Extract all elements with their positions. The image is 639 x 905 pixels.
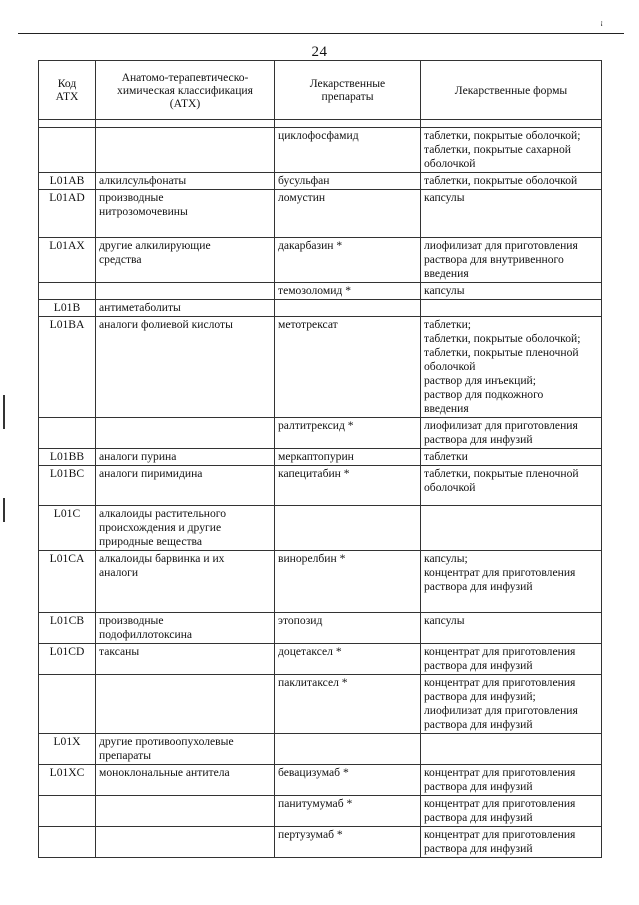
form-cell: таблетки, покрытые оболочкой; таблетки, покрытые сахарной оболочкой: [421, 128, 602, 173]
atx-code-cell: [39, 796, 96, 827]
classification-cell: [96, 120, 275, 128]
classification-cell: [96, 128, 275, 173]
atx-code-cell: [39, 675, 96, 734]
table-row: [39, 128, 602, 173]
binding-mark: [3, 498, 5, 522]
drug-cell: ралтитрексид *: [275, 418, 421, 449]
atx-code-cell: L01CD: [39, 644, 96, 675]
classification-cell: [96, 675, 275, 734]
header-code: Код АТХ: [39, 61, 96, 120]
drug-cell: [275, 120, 421, 128]
table-row: [39, 765, 602, 796]
atx-code-cell: L01AB: [39, 173, 96, 190]
drug-cell: ломустин: [275, 190, 421, 238]
drug-cell: метотрексат: [275, 317, 421, 418]
drug-cell: паклитаксел *: [275, 675, 421, 734]
header-forms: Лекарственные формы: [421, 61, 602, 120]
form-cell: концентрат для приготовления раствора для инфузий; лиофилизат для приготовления раствора для инфузий: [421, 675, 602, 734]
form-cell: лиофилизат для приготовления раствора для инфузий: [421, 418, 602, 449]
classification-cell: моноклональные антитела: [96, 765, 275, 796]
form-cell: таблетки, покрытые оболочкой: [421, 173, 602, 190]
classification-cell: другие противоопухолевые препараты: [96, 734, 275, 765]
table-header: [39, 61, 602, 120]
table-row: [39, 551, 602, 613]
form-cell: [421, 506, 602, 551]
table-row: [39, 796, 602, 827]
table-row: [39, 827, 602, 858]
atx-code-cell: L01CB: [39, 613, 96, 644]
classification-cell: алкилсульфонаты: [96, 173, 275, 190]
form-cell: капсулы: [421, 283, 602, 300]
header-row: [39, 61, 602, 120]
table-row: [39, 120, 602, 128]
classification-cell: [96, 827, 275, 858]
form-cell: капсулы; концентрат для приготовления раствора для инфузий: [421, 551, 602, 613]
page-number: 24: [311, 44, 328, 60]
table-row: [39, 506, 602, 551]
form-cell: капсулы: [421, 613, 602, 644]
table-body: [39, 120, 602, 858]
classification-cell: аналоги пиримидина: [96, 466, 275, 506]
form-cell: концентрат для приготовления раствора для инфузий: [421, 644, 602, 675]
header-classification: Анатомо-терапевтическо- химическая классификация (АТХ): [96, 61, 275, 120]
classification-cell: производные подофиллотоксина: [96, 613, 275, 644]
drug-cell: капецитабин *: [275, 466, 421, 506]
classification-cell: [96, 283, 275, 300]
drug-cell: [275, 300, 421, 317]
classification-cell: аналоги фолиевой кислоты: [96, 317, 275, 418]
drug-cell: меркаптопурин: [275, 449, 421, 466]
atx-code-cell: L01X: [39, 734, 96, 765]
form-cell: концентрат для приготовления раствора для инфузий: [421, 796, 602, 827]
table-row: [39, 675, 602, 734]
drug-cell: циклофосфамид: [275, 128, 421, 173]
drug-cell: бевацизумаб *: [275, 765, 421, 796]
table-row: [39, 300, 602, 317]
atx-code-cell: L01BB: [39, 449, 96, 466]
drug-cell: [275, 506, 421, 551]
binding-mark: [3, 395, 5, 429]
atx-code-cell: L01BA: [39, 317, 96, 418]
table-row: [39, 238, 602, 283]
form-cell: лиофилизат для приготовления раствора для внутривенного введения: [421, 238, 602, 283]
classification-cell: таксаны: [96, 644, 275, 675]
table-row: [39, 449, 602, 466]
table-row: [39, 173, 602, 190]
form-cell: концентрат для приготовления раствора для инфузий: [421, 765, 602, 796]
form-cell: капсулы: [421, 190, 602, 238]
classification-cell: другие алкилирующие средства: [96, 238, 275, 283]
atx-code-cell: [39, 120, 96, 128]
atx-code-cell: [39, 283, 96, 300]
drug-cell: бусульфан: [275, 173, 421, 190]
atx-code-cell: [39, 128, 96, 173]
atx-code-cell: L01CA: [39, 551, 96, 613]
atx-code-cell: L01B: [39, 300, 96, 317]
table-row: [39, 466, 602, 506]
table-row: [39, 190, 602, 238]
atx-code-cell: L01AX: [39, 238, 96, 283]
drug-cell: винорелбин *: [275, 551, 421, 613]
top-rule: [18, 33, 624, 34]
atx-code-cell: L01BC: [39, 466, 96, 506]
classification-cell: [96, 796, 275, 827]
form-cell: [421, 120, 602, 128]
atx-code-cell: [39, 827, 96, 858]
form-cell: таблетки; таблетки, покрытые оболочкой; таблетки, покрытые пленочной оболочкой раствор для инъекций; раствор для подкожного введения: [421, 317, 602, 418]
form-cell: таблетки, покрытые пленочной оболочкой: [421, 466, 602, 506]
atx-code-cell: L01AD: [39, 190, 96, 238]
classification-cell: [96, 418, 275, 449]
drug-cell: [275, 734, 421, 765]
classification-cell: алкалоиды барвинка и их аналоги: [96, 551, 275, 613]
classification-cell: производные нитрозомочевины: [96, 190, 275, 238]
form-cell: [421, 734, 602, 765]
drug-cell: пертузумаб *: [275, 827, 421, 858]
form-cell: концентрат для приготовления раствора для инфузий: [421, 827, 602, 858]
drug-cell: панитумумаб *: [275, 796, 421, 827]
table-row: [39, 613, 602, 644]
drug-cell: дакарбазин *: [275, 238, 421, 283]
drug-cell: этопозид: [275, 613, 421, 644]
form-cell: таблетки: [421, 449, 602, 466]
table-row: [39, 734, 602, 765]
table-row: [39, 317, 602, 418]
table-row: [39, 418, 602, 449]
table-row: [39, 644, 602, 675]
atx-code-cell: L01C: [39, 506, 96, 551]
atx-table: [38, 60, 602, 858]
drug-cell: темозоломид *: [275, 283, 421, 300]
header-drugs: Лекарственные препараты: [275, 61, 421, 120]
atx-code-cell: [39, 418, 96, 449]
corner-mark: ꜟ: [600, 20, 604, 31]
classification-cell: аналоги пурина: [96, 449, 275, 466]
table-row: [39, 283, 602, 300]
classification-cell: антиметаболиты: [96, 300, 275, 317]
classification-cell: алкалоиды растительного происхождения и другие природные вещества: [96, 506, 275, 551]
atx-code-cell: L01XC: [39, 765, 96, 796]
form-cell: [421, 300, 602, 317]
drug-cell: доцетаксел *: [275, 644, 421, 675]
